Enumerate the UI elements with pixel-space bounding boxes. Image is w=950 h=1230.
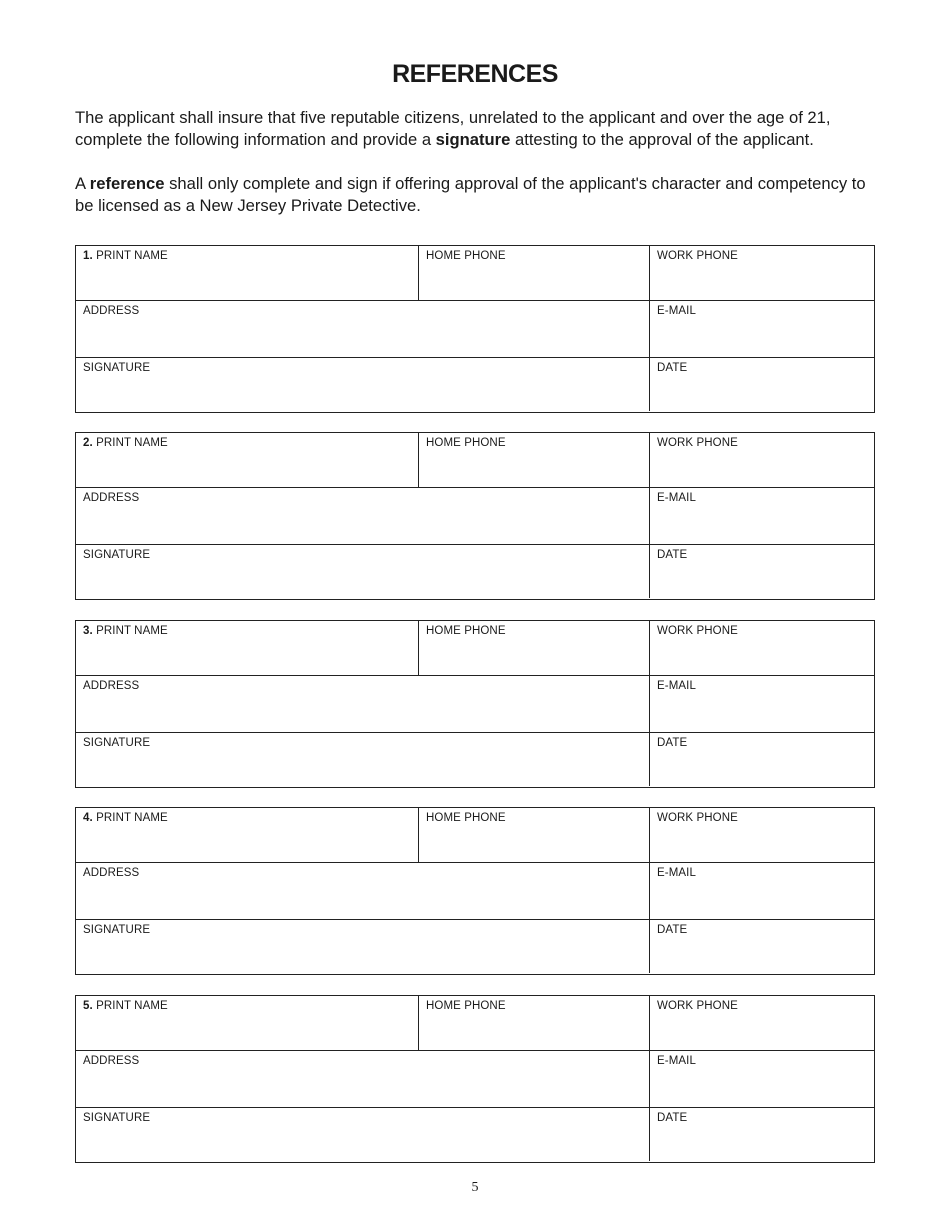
- page-number: 5: [471, 1180, 479, 1195]
- address-field[interactable]: ADDRESS: [76, 1051, 650, 1108]
- date-field[interactable]: DATE: [657, 362, 688, 374]
- home-phone-field[interactable]: HOME PHONE: [419, 621, 650, 676]
- work-phone-field[interactable]: WORK PHONE: [650, 621, 875, 676]
- print-name-field[interactable]: 5. PRINT NAME: [76, 996, 419, 1051]
- address-field[interactable]: ADDRESS: [76, 301, 650, 358]
- intro-paragraph-1: The applicant shall insure that five reputable citizens, unrelated to the applicant and over the age of 21, complete the following information and provide a signature attesting to the approval of the applicant.: [75, 108, 831, 149]
- page-title: REFERENCES: [392, 60, 558, 88]
- email-field[interactable]: E-MAIL: [650, 863, 875, 920]
- print-name-field[interactable]: 4. PRINT NAME: [76, 808, 419, 863]
- email-field[interactable]: E-MAIL: [650, 301, 875, 358]
- home-phone-field[interactable]: HOME PHONE: [419, 246, 650, 301]
- signature-field[interactable]: SIGNATURE: [76, 920, 650, 973]
- home-phone-field[interactable]: HOME PHONE: [419, 808, 650, 863]
- print-name-field[interactable]: 3. PRINT NAME: [76, 621, 419, 676]
- address-field[interactable]: ADDRESS: [76, 863, 650, 920]
- work-phone-field[interactable]: WORK PHONE: [650, 246, 875, 301]
- date-field[interactable]: DATE: [657, 737, 688, 749]
- address-field[interactable]: ADDRESS: [76, 488, 650, 545]
- email-field[interactable]: E-MAIL: [650, 488, 875, 545]
- signature-field[interactable]: SIGNATURE: [76, 545, 650, 598]
- reference-table-1: [75, 245, 875, 413]
- email-field[interactable]: E-MAIL: [650, 1051, 875, 1108]
- date-field[interactable]: DATE: [657, 924, 688, 936]
- signature-field[interactable]: SIGNATURE: [76, 358, 650, 411]
- date-field[interactable]: DATE: [657, 549, 688, 561]
- reference-table-5: [75, 995, 875, 1163]
- signature-field[interactable]: SIGNATURE: [76, 1108, 650, 1161]
- work-phone-field[interactable]: WORK PHONE: [650, 808, 875, 863]
- work-phone-field[interactable]: WORK PHONE: [650, 996, 875, 1051]
- date-field[interactable]: DATE: [657, 1112, 688, 1124]
- address-field[interactable]: ADDRESS: [76, 676, 650, 733]
- signature-field[interactable]: SIGNATURE: [76, 733, 650, 786]
- reference-table-3: [75, 620, 875, 788]
- home-phone-field[interactable]: HOME PHONE: [419, 433, 650, 488]
- reference-table-4: [75, 807, 875, 975]
- work-phone-field[interactable]: WORK PHONE: [650, 433, 875, 488]
- print-name-field[interactable]: 2. PRINT NAME: [76, 433, 419, 488]
- reference-table-2: [75, 432, 875, 600]
- intro-paragraph-2: A reference shall only complete and sign if offering approval of the applicant's character and competency to be licensed as a New Jersey Private Detective.: [75, 174, 866, 215]
- home-phone-field[interactable]: HOME PHONE: [419, 996, 650, 1051]
- email-field[interactable]: E-MAIL: [650, 676, 875, 733]
- print-name-field[interactable]: 1. PRINT NAME: [76, 246, 419, 301]
